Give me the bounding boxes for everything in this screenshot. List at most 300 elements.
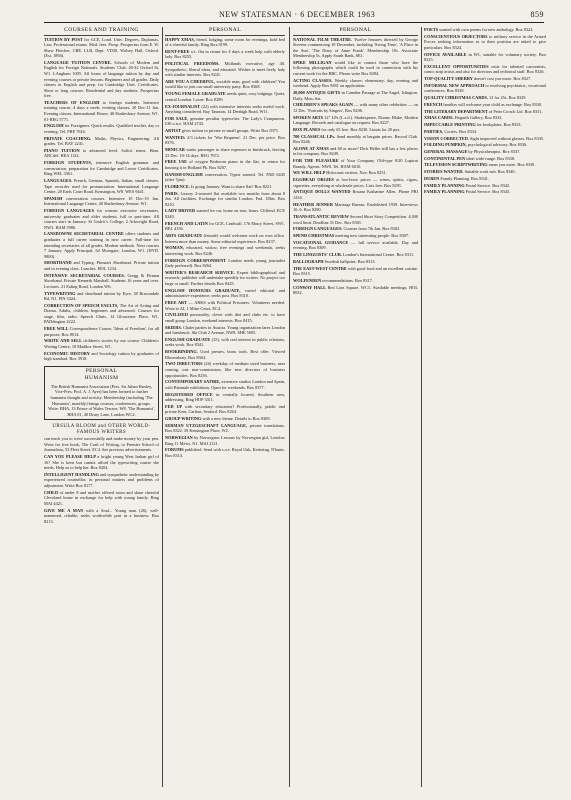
ad-heading: OFFICE AVAILABLE [424,51,469,57]
ad-heading: FREE WILL [44,326,70,332]
ad-heading: WOLFENDEN [293,277,323,283]
ad-text: Swedish ballpoint. Box 8313. [324,258,376,264]
classified-ad [424,176,546,182]
ad-text: s/c. flat in return for 4 days a week help with elderly lady. Box 8255. [165,48,285,60]
ad-heading: ENGLISH GRADUATE [165,336,212,342]
ad-text: to resolving psychiatric, vocational conferences. Box 8328. [424,82,546,94]
classified-ad [44,338,159,349]
column-4 [424,27,546,790]
classified-ad [165,404,285,415]
ad-heading: TEACHERS OF ENGLISH [44,99,103,105]
ad-text: doesn't cost you more. Box 8327. [473,76,532,82]
ad-heading: VOCATIONAL GUIDANCE [293,239,352,245]
ad-heading: FRENCH [424,101,444,107]
classified-ad [424,149,546,155]
classified-ad [165,104,285,115]
classified-ad [44,208,159,230]
ad-heading: WANTED: [165,134,188,140]
column-2 [165,27,285,790]
ad-text: published. Send with s.a.e. Royal Oak, Kettering, N'hants. Box 8314. [165,447,285,458]
classified-ad [165,379,285,390]
ad-heading: CONSCIENTIOUS OBJECTORS [424,33,490,39]
ad-text: of Peter Crosch Ltd. Box 8331. [488,108,543,114]
ad-text: needs quiet, cosy lodgings. Quiet, central London. Lorne. Box 8289. [165,91,285,102]
ad-text: extensive studios London and Spain, with Biennale exhibitions. Open for weekends. Box 8377. [165,379,285,390]
ad-heading: TUITION BY POST [44,36,85,42]
classified-ad [165,325,285,336]
classified-ad [293,37,418,59]
ad-heading: TWO DIRECTORS [165,361,204,367]
classified-ad [424,136,546,142]
ad-heading: LANGUAGE TUITION CENTRE. [44,59,115,65]
ad-heading: NATIONAL FILM THEATRE. [293,36,354,42]
ad-heading: FAMILY PLANNING [424,189,466,195]
ad-text: by Physiotherapist. Box 8337. [468,149,521,155]
ad-heading: SPOKEN ARTS [293,114,325,120]
classified-ad [165,435,285,446]
classified-ad [165,245,285,256]
classified-ad [424,183,546,189]
ad-heading: LANGUAGES. [44,177,74,183]
classified-ad [293,158,418,169]
column-divider [421,27,422,787]
classified-ad [44,351,159,362]
classified-ad [293,266,418,277]
classified-ad [293,127,418,133]
ad-text: for GCE, Lindwall. 17b Ebury Street, SW1. BEL 4156. [165,220,285,232]
ad-heading: CIVILIZED [165,312,191,318]
column-1 [44,27,159,790]
ad-text: Family Planning. Box 8341. [440,175,489,181]
classified-ad [165,135,285,146]
classified-ad [44,123,159,134]
ad-text: Maths, Physics, Engineering. All grades. Tel. BAY 2241. [44,135,159,147]
ad-heading: WOMAN, [165,245,187,251]
section-heading: COURSES AND TRAINING [44,28,159,36]
ad-text: recommendations. Box 8317. [322,277,373,283]
classified-ad [293,177,418,188]
classified-ad [293,102,418,113]
classified-ad [424,156,546,162]
classified-ad [165,191,285,208]
column-divider [289,27,290,787]
ad-text: Postal Service. Box 8343. [465,189,511,195]
ad-text: (26) weekday of medium sized business, near coming, one non-commission, like new directors of business opportunities. Box 8256. [165,361,285,378]
classified-ad [424,142,546,148]
box-title: PERSONAL [85,367,118,374]
ad-text: conversation. Typist wanted. Tel. PAD 6445 (after 7pm). [165,171,285,183]
ad-heading: POETS [424,27,440,32]
ad-heading: VISION CORRECTED. [424,135,470,141]
ad-heading: TRANSATLANTIC REVIEW [293,214,351,220]
ad-heading: FOREIGN LANGUAGES. [293,226,344,232]
classified-ad [44,136,159,147]
ad-text: 2/3 tickets for 'War Requiem'. 21 Dec. per price. Box 8376. [165,134,285,146]
ad-heading: PARTIES, [424,128,445,134]
ad-text: children's stories by our course: Children's Writing Centre, 18 Maddox Street, W1. [44,338,159,349]
box-text: The British Humanist Association (Pres. Sir Julian Huxley, Vice-Pres. Prof. A. J. Ayer) has been formed to further humanist thought and activity. Membership (including 'The Humanist', monthly) brings courses, conferences, groups. Write: BHA, 13 Prince of Wales Terrace, W8. 'The Humanist', BHA 01, 40 Drury Lane, London WC2. [48,383,155,417]
classified-ad [165,423,285,434]
classified-ad [44,508,159,525]
ad-heading: ANTIQUE DOLLS WANTED [293,189,353,195]
ad-text: of oxygen Bedroom piano in the flat, in return for housing it in Holland Pk. Box 8207. [165,159,285,170]
ad-text: meeting new interesting people. Box 8307. [335,233,410,239]
ad-heading: POLITICAL FREEDOMS. [165,61,225,67]
classified-ad [293,285,418,296]
classified-ad [44,291,159,302]
ad-heading: STORIES WANTED. [424,169,465,175]
ad-heading: PARIS. [165,190,181,196]
ad-heading: ARTIST [165,128,182,134]
classified-ad [293,259,418,265]
classified-ad [165,184,285,190]
ad-text: Correspondence Course, 'Ideas of Freedom', for all purposes; Box 8014. [44,326,159,337]
ad-heading: ECONOMIC HISTORY [44,350,92,356]
ad-text: to foreign students. Intensive training course, 4 days a week; evening classes, 20 Dec-11 Jan. Evening classes, International House, 40 Shaftesbury Avenue, W1. 01-REG 5771. [44,99,159,122]
classified-list [293,37,418,296]
ad-heading: SPANISH [44,195,66,201]
classified-list [44,436,159,524]
ad-text: for GCE, Lond. Univ. Degrees, Diplomas, Law, Professional exams. Mod. fees. Prosp. Prospectus from E. W. Shaw Fletcher, CBE, LLB, Dept. VD30, Wolsey Hall, Oxford. (Est. 1894). [44,36,159,59]
classified-ad [44,436,159,453]
ad-heading: FOR SALE, [165,115,191,121]
ad-text: at low-brow prices — wines, spirits, cigars, cigarettes, everything at wholesale prices. Lists free. Box 8291. [293,177,418,188]
ad-heading: FRENCH AND LATIN [165,220,210,226]
classified-ad [424,162,546,168]
classified-ad [44,148,159,159]
ad-text: in centrally located, Southern area, addressing. Ring HOP 3311. [165,391,285,403]
ad-text: Schools of Modern and English for Foreign Nationals. Students' Club. 26-32 Oxford St, W1. LAngham 1005. All forms of language tuition by day and evening courses or private lessons. Beginners and all grades. Daily classes in English and prep. for Cambridge Univ. Certificates. Short or long courses. Residential and day students. Prospectus free. [44,59,159,99]
ad-text: 12" LPs (L.s.d.). Shakespeare, Donne, Blake, Modern Language. Records and catalogue on request. Box 8227. [293,114,418,126]
ad-text: and Typing. Pitman's Shorthand. Private tuition and in evening class. Lunches. HOL 1234. [44,260,159,271]
ad-heading: CHILDREN'S SPEAKS AGAIN [293,102,355,108]
ad-heading: PRIVATE COACHING. [44,135,95,141]
ad-heading: BALLOGRAPH [293,258,325,264]
classified-ad [44,100,159,122]
ad-heading: WRITER'S RESEARCH SERVICE. [165,269,237,275]
classified-ad [293,90,418,101]
classified-ad [165,79,285,90]
ad-text: Weekly classes: elementary, day, evening and weekend. Apply Box 8381 on application. [293,77,418,89]
ad-text: for only £5 free. Box 8230. Limits for 20 pax. [321,126,401,132]
ad-text: — full service available. Day and evening. Box 8309. [293,239,418,251]
ad-heading: WRITE AND SELL [44,338,84,344]
ad-heading: IMPECCABLE PRINTING [424,122,477,128]
classified-list [44,37,159,362]
masthead-title: NEW STATESMAN · 6 DECEMBER 1963 [219,10,376,19]
ad-text: with good food and an excellent cuisine. Box 8315. [293,265,418,277]
ad-text: Second Short Story Competition. 4,000 word limit. Deadline 31 Dec. Box 8301. [293,214,418,225]
ad-heading: HAPPY XMAS, [165,36,197,42]
ad-heading: THE LITERARY DEPARTMENT [424,108,489,114]
ad-heading: DUREN [424,175,441,181]
ad-text: Postal Service. Box 8342. [465,182,511,188]
ad-text: Twelve features directed by George Stevens commencing 10 December, including 'Swing Time', 'A Place in the Sun', 'The Diary of Anne Frank'. Membership 10s. Associate Membership 5s. Apply South Bank, SE1. [293,36,418,59]
ad-text: private translations. Box 8322. 39 Kensington Place, W2. [165,422,285,434]
classified-ad [165,208,285,219]
ad-heading: TELEVISION SCRIPTWRITING [424,162,489,168]
section-heading: URSULA BLOOM and OTHER WORLD-FAMOUS WRITERS [52,424,151,435]
ad-heading: CONTINENTAL PEN [424,155,467,161]
ad-text: Is going January. Want to share flat? Box 8221. [191,183,273,189]
ad-heading: INFORMAL NEW APPROACH [424,82,486,88]
ad-text: of under 8 and mother offered room and share cheerful Cleveland home in exchange for help with young family. Ring MAI 4421. [44,489,159,506]
ad-text: The Art of Acting and Drama. Adults, children, beginners and advanced. Courses for stage, film, radio. Speech Clinic, 14 Gloucester Place, W1. PADdington 2222. [44,302,159,325]
classified-ad [165,147,285,158]
classified-ad [165,349,285,360]
ad-heading: INTENSIVE SECRETARIAL COURSES. [44,272,128,278]
ad-heading: GENERAL MASSAGE [424,149,469,155]
ad-text: genuine peculiar typewriter. The Lady's Companion. £30 o.n.o. HAM 2743. [165,115,285,127]
ad-heading: INTELLIGENT HANDLING [44,471,100,477]
ad-text: with a new theme. Details to Box 8308. [202,416,271,422]
ad-text: a bright young West Indian girl of 16? She is keen but cannot afford the typewriting course she needs. Help us to help her. Box 8204. [44,454,159,471]
section-heading: PERSONAL [165,28,285,36]
classified-ad [424,95,546,101]
classified-ad [44,231,159,259]
classified-ad [165,392,285,403]
ad-text: Used presses, brass tools. Best offer. Viewed Bloomsbury. Box 8364. [165,349,285,360]
ad-text: Send monthly at bargain prices. Record Club. Box 8246. [293,133,418,145]
classified-ad [424,34,546,51]
ad-text: and shorthand tuition by Eyre, 38 Bracondale Rd, N1. FIN 3324. [44,290,159,302]
classified-ad [44,326,159,337]
ad-text: offers students and graduates a full career training in new career. Full-time for intending secretaries of all grades. Modern methods. Next courses 7 January. Apply Principal, 64 Moorgate, London, W1. (HYD. 9800). [44,231,159,259]
classified-ad [44,454,159,471]
classified-ad [165,300,285,311]
ad-heading: XMAS CARDS. [424,115,455,121]
ad-heading: SKIERS. [165,324,184,330]
classified-ad [293,115,418,126]
ad-text: would like to contact those who have the following photographs which could be used in connection with his current work for the BBC. Please write Box 8284. [293,59,418,77]
classified-ad [165,221,285,232]
classified-ad [293,252,418,258]
ad-heading: 700 CLASSICAL LPs. [293,133,337,139]
ad-heading: CONWAY HALL [293,284,328,290]
ad-heading: LANSDOWNE SECRETARIAL CENTRE [44,231,126,237]
column-3 [293,27,418,790]
ad-text: and 60 or more? Dick Heller still has a few places in his company. Box 8249. [293,145,418,157]
classified-ad [44,303,159,325]
ad-text: for bookplates. Box 8333. [476,122,522,128]
ad-text: wanted for car, home on tour, hours. Cliffend. ECE 8240. [165,208,285,220]
ad-text: and sympathetic understanding by experienced counsellor, in personal matters and problems of adjustment. Write Box 8177. [44,471,159,489]
ad-text: and Sociology tuition by graduates of high standard. Box 3918. [44,350,159,362]
classified-ad [424,64,546,75]
ad-text: educated, widow, free evenings and weekends, seeks interesting work. Box 8246. [165,245,285,256]
classified-ad [165,49,285,60]
ad-heading: PIANO TUITION [44,147,83,153]
ad-heading: 20,000 ANTIQUE GIFTS [293,90,342,96]
ad-heading: REGISTERED OFFICE [165,391,217,397]
classified-ad [293,240,418,251]
classified-ad [293,60,418,77]
ad-text: wanted with own poems for new anthology. Box 8322. [439,27,534,32]
ad-text: personality, clever with diet and clubs etc. to have small group London, weekend interests. Box 8415. [165,312,285,323]
classified-ad [165,258,285,269]
classified-ad [44,490,159,507]
ad-heading: DANISH-ENGLISH [165,171,205,177]
ad-text: conversation courses. Intensive 10 Dec-19 Jan. International Language Centre, 40 Shaftesbury Avenue, W1. [44,195,159,207]
classified-ad [44,196,159,207]
ad-text: Gregg & Pitman Shorthand. Private Kenneth Marshall. Students 16 years and over. Lectures. 21 Ealing Road, London W6. [44,272,159,289]
classified-ad [293,226,418,232]
classified-ad [165,416,285,422]
ad-heading: FOREIGN STUDENTS, [44,160,97,166]
classified-ad [424,189,546,195]
ad-heading: TYPEWRITING [44,290,78,296]
ad-text: Expert bibliographical and research; publisher will undertake speedily for writers. No project too large or small. Further details Box 8425. [165,269,285,286]
ad-heading: CORRECTION OF SPEECH FAULTS, [44,302,120,308]
classified-ad [165,337,285,348]
header-rule [44,22,544,23]
classified-ad [293,189,418,200]
ad-text: friend, lodging, some room for evenings, hold bed of a cheerful family. Ring Box 8199. [165,36,285,48]
ad-heading: EX-JOURNALIST [165,103,202,109]
ad-heading: BOOKBINDING. [165,349,201,355]
ad-text: with a Soul... Young man (26), well-mannered, reliable, seeks worthwhile post in a business. Box 8213. [44,507,159,524]
ad-text: Rosana Katharine Allen. Phone PRI 1234. [293,189,418,201]
classified-list [165,37,285,459]
ad-text: (22) with extensive interests seeks useful work. Anything considered. Ray Taunton, 14 Denbigh Road, W11. [165,103,285,115]
classified-ad [293,233,418,239]
classified-ad [165,312,285,323]
classified-ad [165,128,285,134]
ad-text: — with many other celebrities — on 12 Dec. 'Portraits by Singers', Box 8206. [293,102,418,113]
classified-ad [293,202,418,213]
classified-ad [293,214,418,225]
ad-heading: FOLDING PUMPKIN, [424,142,468,148]
ad-text: Chalet parties in Austria. Young organization fares London and Innsbruck. Ski Club 2 Avenue, NW8. SHE 5005. [165,324,285,336]
classified-ad [44,60,159,99]
ad-heading: FREE USE [165,159,190,165]
classified-ad [165,361,285,378]
classified-ad [165,37,285,48]
ad-text: London needs young journalist (lady preferred). Box 8264. [165,257,285,269]
classified-ad [44,37,159,59]
ad-text: varied editorial and administrative experience, seeks post. Box 8318. [165,287,285,299]
classified-ad [44,472,159,489]
ad-text: to military service in the Armed Forces seeking information as to their position are asked to give particulars. Box 8324. [424,33,546,50]
classified-ad [44,160,159,177]
ad-heading: EGGHEAD ORGIES [293,177,337,183]
ad-heading: YOUNG FEMALE GRADUATE [165,91,227,97]
classified-ad [424,169,546,175]
classified-ad [165,447,285,458]
ad-text: ideal wide-range. Box 8338. [466,155,515,161]
ad-heading: EXCELLENT OPPORTUNITIES [424,63,492,69]
classified-ad [293,146,418,157]
ad-heading: SPEND CHRISTMAS [293,233,336,239]
classified-ad [293,78,418,89]
ad-heading: ACTING CLASSES. [293,77,335,83]
classified-ad [44,260,159,271]
classified-ad [293,170,418,176]
ad-heading: BOX PLANES [293,126,322,132]
classified-ad [424,76,546,82]
classified-ad [424,109,546,115]
ad-text: (female) would welcome work on own office. Interest more than money. Some editorial experience. Box 8237. [165,233,285,244]
ad-heading: SERMAN UTZGESCHAFT LANGUAGE, [165,422,250,428]
column-divider [162,27,163,787]
ad-text: 12 for 25s. Box 8329. [489,95,527,101]
classified-ad [165,288,285,299]
ad-text: — ARKS with Political Prisoners: Volunteers needed. Write to AI, 1 Mitre Court, EC4. [165,300,285,311]
ad-heading: QUALITY CHRISTMAS CARDS. [424,95,490,101]
ad-text: Hogarth Gallery, Box 8332. [454,115,503,121]
ad-heading: SPIKE MILLIGAN [293,59,335,65]
ad-heading: CAN YOU PLEASE HELP [44,454,98,460]
classified-ad [424,102,546,108]
ad-text: wants passenger to share expenses to Innsbruck, leaving 23 Dec. 10-14 days. REG 7672. [165,147,285,158]
ad-text: Luxury 2-roomed flat available two months from about 8 Jan. All facilities. Exchange for similar London. Fnd. 18bis. Box 8210. [165,190,285,207]
ad-text: Courses from 7th Jan. Box 8302. [343,226,401,232]
ad-heading: GROUP WRITING [165,416,203,422]
ad-text: Marriage Bureau. Established 1939. Interviews 10–6. Box 8290. [293,201,418,213]
classified-ad [424,83,546,94]
ad-text: gives tuition in private or small groups. Write Box 8371. [181,128,280,134]
ad-heading: FAMILY PLANNING [424,182,466,188]
ad-text: by Norwegian. Lessons by Norwegian girl, London; Ring 11 Mews, N1. MAI 2121. [165,435,285,446]
classified-ad [165,91,285,102]
ad-text: in W1, suitable for voluntary society. Box 8325. [424,51,546,63]
ad-heading: HEATHER JENNER [293,201,335,207]
ad-heading: THE EAST-WEST CENTRE [293,265,349,271]
classified-ad [424,52,546,63]
ad-text: London's International Centre. Box 8311. [342,252,415,258]
classified-ad [424,122,546,128]
classified-ad [165,270,285,287]
classified-ad [165,233,285,244]
ad-text: can teach you to write successfully and make money by your pen. Write for free book, The Craft of Writing, to Premier School of Journalism, 53 Fleet Street, EC4. See previous advertisements. [44,436,159,453]
ad-text: Red Lion Square, WC1. Available meetings. HOL 8032. [293,284,418,296]
ad-heading: ALONE AT XMAS [293,145,331,151]
classified-ad [424,115,546,121]
ad-text: sociable man, good with children? You would like to join our small university party. Box 8368. [165,78,285,90]
ad-heading: FLORENCE. [165,183,192,189]
classified-list [424,27,546,195]
ad-heading: THE LINGUISTS' CLUB. [293,252,343,258]
ad-heading: TOP-QUALITY SHERRY [424,76,474,82]
classified-ad [165,172,285,183]
classified-ad [44,178,159,195]
ad-heading: FOR THE PLEASURE [293,158,341,164]
ad-heading: RENT-FREE [165,48,191,54]
classified-ad [293,134,418,145]
ad-heading: FOREIGN CORRESPONDENT [165,257,229,263]
classified-ad [165,61,285,78]
ad-text: (25), with real interest in public relations, seeks work. Box 8341. [165,336,285,348]
ad-heading: FOREIGN LANGUAGES [44,208,98,214]
ad-text: to advanced level. Solicit terms. Ham. ABCdef. HEA 1122. [44,147,159,159]
ad-text: French, German, Spanish, Italian, small classes. Tape recorder used for pronunciation. International Language Centre, 20 Earls Court Road, Kensington, W8. WES 9441. [44,177,159,195]
classified-ad [293,278,418,284]
classified-ad [424,27,546,33]
classified-ad [424,129,546,135]
ad-text: with secondary education? Professionally, public and private Kent, Carlton, Seaford. Box 8264. [165,403,285,415]
classified-ad [44,273,159,290]
box-heading: HUMANISM [84,375,119,382]
classified-ad [165,159,285,170]
ad-heading: FED UP [165,403,185,409]
ad-heading: ENGLISH [44,123,65,129]
classified-ad [165,116,285,127]
ad-heading: LADY DRIVER [165,208,197,214]
ad-heading: SHORTHAND [44,260,74,266]
ad-text: families will welcome your child as exchange. Box 8330. [443,101,543,107]
humanism-box [44,366,159,420]
ad-text: exist for talented cartoonists, comic strip artists and also for directors and technical staff. Box 8326. [424,63,546,75]
